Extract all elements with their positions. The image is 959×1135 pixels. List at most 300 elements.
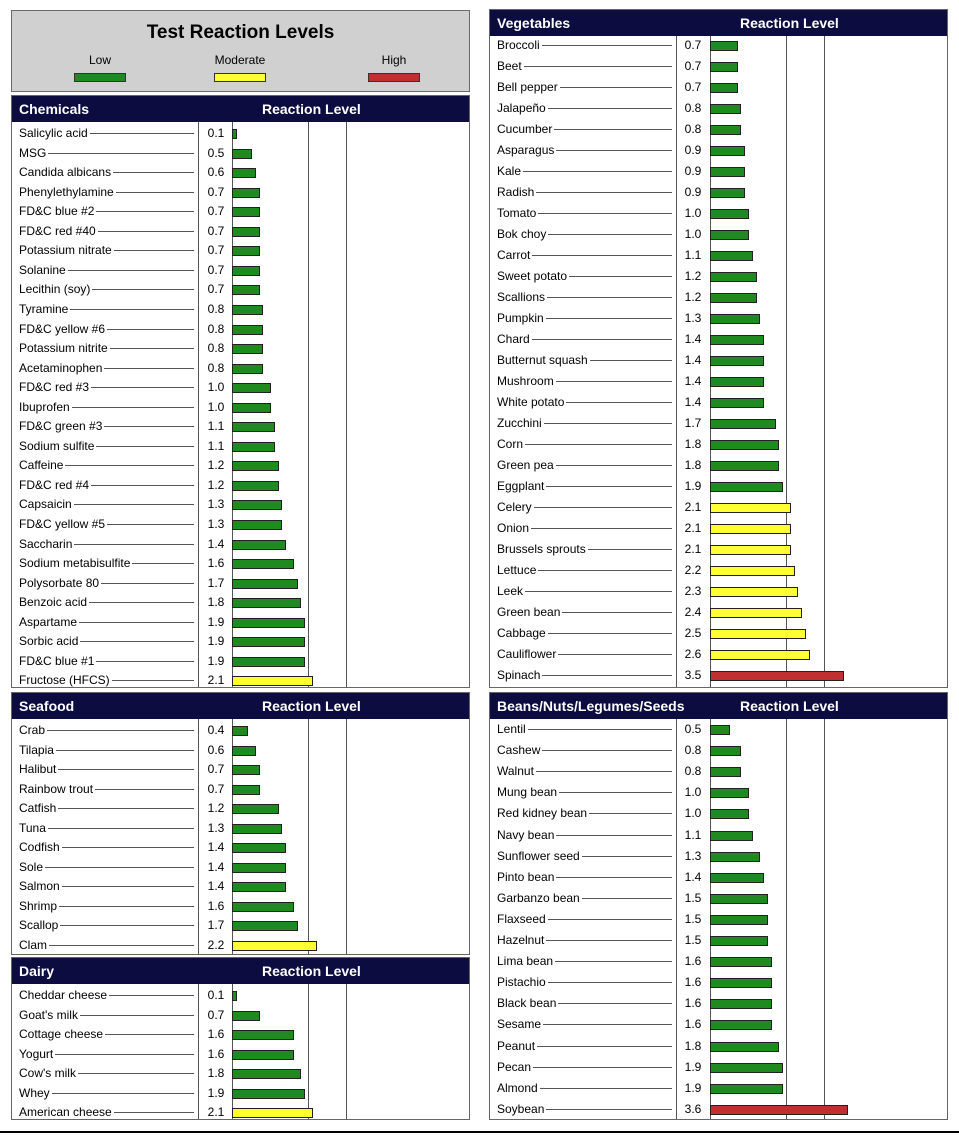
bar	[710, 146, 745, 156]
bar	[710, 978, 772, 988]
table-row	[490, 762, 947, 781]
bar	[232, 168, 256, 178]
row-label	[497, 143, 673, 158]
table-row	[490, 309, 947, 328]
row-label-text: FD&C red #40	[19, 223, 96, 238]
value-label: 2.5	[684, 626, 702, 640]
row-label-text: Saccharin	[19, 536, 73, 551]
row-label-text: Polysorbate 80	[19, 575, 100, 590]
value-label: 2.1	[684, 542, 702, 556]
row-label-text: Pistachio	[497, 975, 546, 990]
row-label-text: Bell pepper	[497, 80, 558, 94]
table-row	[490, 78, 947, 97]
page-bottom-rule	[0, 1131, 959, 1133]
panel-title: Chemicals	[19, 101, 90, 117]
row-label	[19, 478, 195, 493]
bar	[710, 377, 764, 387]
table-row	[490, 288, 947, 307]
bar	[232, 559, 294, 569]
row-label-text: Walnut	[497, 764, 534, 779]
row-label-text: Lentil	[497, 722, 526, 736]
value-label: 0.8	[684, 743, 702, 758]
row-label	[497, 1017, 673, 1032]
row-label-text: Zucchini	[497, 416, 542, 430]
value-label: 0.7	[207, 282, 225, 297]
row-label	[19, 673, 195, 688]
table-row	[12, 339, 469, 358]
row-label	[19, 840, 195, 855]
row-label	[19, 801, 195, 816]
table-row	[12, 163, 469, 182]
bar	[710, 788, 749, 798]
row-label	[19, 654, 195, 669]
value-label: 1.4	[207, 536, 225, 551]
table-row	[12, 819, 469, 838]
table-row	[12, 897, 469, 916]
bar	[710, 125, 741, 135]
row-label	[19, 126, 195, 141]
row-label-text: Crab	[19, 723, 46, 737]
table-row	[490, 498, 947, 517]
bar	[232, 422, 275, 432]
row-label-text: Peanut	[497, 1038, 536, 1053]
value-label: 0.6	[207, 742, 225, 757]
bar	[232, 383, 271, 393]
value-label: 1.4	[684, 395, 702, 409]
bar	[232, 364, 263, 374]
row-label-text: Carrot	[497, 248, 531, 262]
value-label: 2.1	[207, 673, 225, 688]
value-label: 1.9	[684, 479, 702, 493]
value-label: 1.0	[684, 227, 702, 241]
row-label-text: Chard	[497, 332, 530, 346]
row-label-text: Yogurt	[19, 1046, 54, 1061]
legend-swatch-moderate	[214, 73, 266, 82]
bar	[710, 1020, 772, 1030]
row-label-text: Leek	[497, 584, 524, 598]
row-label-text: Salmon	[19, 879, 60, 893]
bar	[232, 785, 260, 795]
bar	[710, 272, 757, 282]
row-label	[19, 743, 195, 758]
row-label	[497, 101, 673, 116]
bar	[710, 62, 738, 72]
bar	[710, 251, 753, 261]
panel-title: Seafood	[19, 698, 75, 714]
bar	[232, 637, 305, 647]
table-row	[12, 741, 469, 760]
value-label: 1.2	[684, 290, 702, 304]
value-label: 1.1	[207, 438, 225, 453]
panel-header	[490, 693, 947, 719]
bar	[710, 566, 795, 576]
bar	[710, 356, 764, 366]
value-label: 1.0	[684, 206, 702, 220]
value-label: 0.7	[684, 80, 702, 94]
row-label-text: FD&C blue #1	[19, 653, 95, 668]
value-label: 1.2	[207, 801, 225, 815]
row-label	[19, 517, 195, 532]
bar	[710, 1084, 783, 1094]
row-label-text: Navy bean	[497, 827, 555, 842]
row-label-text: Benzoic acid	[19, 595, 88, 610]
value-label: 1.8	[684, 458, 702, 472]
value-label: 1.0	[207, 380, 225, 395]
row-label-text: Acetaminophen	[19, 360, 103, 375]
table-row	[12, 858, 469, 877]
row-label	[497, 764, 673, 779]
bar	[710, 831, 753, 841]
row-label-text: Red kidney bean	[497, 806, 588, 821]
bar	[710, 167, 745, 177]
row-label	[19, 723, 195, 738]
value-label: 1.8	[684, 1038, 702, 1053]
panel-header	[12, 96, 469, 122]
panel-body	[12, 984, 469, 1119]
row-label-text: Broccoli	[497, 38, 540, 52]
value-label: 1.3	[684, 848, 702, 863]
bar	[232, 902, 294, 912]
row-label-text: Kale	[497, 164, 522, 178]
row-label	[497, 500, 673, 515]
value-label: 1.9	[684, 1080, 702, 1095]
row-label	[497, 975, 673, 990]
value-label: 1.9	[207, 634, 225, 649]
table-row	[12, 144, 469, 163]
row-label	[497, 668, 673, 683]
bar	[232, 746, 256, 756]
bar	[232, 882, 286, 892]
value-label: 1.3	[207, 820, 225, 835]
bar	[232, 1089, 305, 1099]
row-label	[19, 165, 195, 180]
row-label-text: Almond	[497, 1080, 538, 1095]
table-row	[12, 574, 469, 593]
row-label-text: Catfish	[19, 801, 57, 815]
table-row	[490, 720, 947, 739]
panel-header	[490, 10, 947, 36]
value-label: 0.7	[684, 38, 702, 52]
table-row	[490, 847, 947, 866]
value-label: 2.1	[684, 521, 702, 535]
value-label: 1.6	[207, 556, 225, 571]
row-label-text: Cashew	[497, 743, 541, 758]
bar	[710, 809, 749, 819]
row-label	[497, 122, 673, 137]
row-label-text: MSG	[19, 145, 47, 160]
value-label: 1.8	[207, 595, 225, 610]
bar	[232, 726, 248, 736]
bar	[232, 863, 286, 873]
bar	[710, 461, 779, 471]
panel-seafood	[11, 692, 470, 955]
row-label	[19, 263, 195, 278]
bar	[710, 482, 783, 492]
table-row	[490, 931, 947, 950]
row-label	[19, 1066, 195, 1081]
table-row	[12, 300, 469, 319]
row-label-text: Pinto bean	[497, 869, 555, 884]
row-label-text: Sole	[19, 859, 44, 874]
table-row	[12, 456, 469, 475]
bar	[232, 579, 298, 589]
row-label	[19, 282, 195, 297]
table-row	[12, 515, 469, 534]
value-label: 1.3	[207, 497, 225, 512]
bar	[232, 921, 298, 931]
row-label-text: Celery	[497, 500, 532, 514]
value-label: 1.0	[684, 785, 702, 800]
row-label-text: Sesame	[497, 1017, 542, 1032]
table-row	[490, 645, 947, 664]
legend-swatch-high	[368, 73, 420, 82]
value-label: 1.2	[207, 477, 225, 492]
value-label: 1.4	[684, 332, 702, 346]
row-label-text: Cottage cheese	[19, 1027, 104, 1042]
bar	[710, 209, 749, 219]
row-label-text: FD&C yellow #6	[19, 321, 106, 336]
table-row	[12, 378, 469, 397]
table-row	[490, 183, 947, 202]
reaction-level-header: Reaction Level	[262, 963, 361, 979]
bar	[710, 746, 741, 756]
row-label	[497, 647, 673, 662]
value-label: 2.6	[684, 647, 702, 661]
row-label	[497, 912, 673, 927]
table-row	[490, 1037, 947, 1056]
bar	[232, 804, 279, 814]
row-label-text: Onion	[497, 521, 530, 535]
row-label	[497, 1081, 673, 1096]
table-row	[12, 495, 469, 514]
row-label-text: Sodium sulfite	[19, 438, 95, 453]
legend-item-high	[344, 53, 444, 82]
row-label-text: Rainbow trout	[19, 781, 94, 796]
row-label	[497, 996, 673, 1011]
legend-item-low	[50, 53, 150, 82]
panel-title: Dairy	[19, 963, 55, 979]
table-row	[490, 120, 947, 139]
legend-title: Test Reaction Levels	[146, 22, 335, 43]
row-label-text: White potato	[497, 395, 565, 409]
table-row	[490, 351, 947, 370]
row-label-text: Black bean	[497, 996, 557, 1011]
bar	[710, 545, 791, 555]
table-row	[12, 1025, 469, 1044]
row-label	[19, 302, 195, 317]
table-row	[490, 666, 947, 685]
row-label-text: Capsaicin	[19, 497, 72, 512]
value-label: 2.3	[684, 584, 702, 598]
table-row	[490, 582, 947, 601]
row-label-text: Codfish	[19, 840, 60, 854]
value-label: 0.8	[207, 321, 225, 336]
row-label	[497, 227, 673, 242]
row-label	[19, 361, 195, 376]
value-label: 0.7	[207, 204, 225, 219]
table-row	[12, 241, 469, 260]
value-label: 1.6	[207, 1046, 225, 1061]
bar	[232, 520, 282, 530]
row-label-text: FD&C red #3	[19, 380, 90, 395]
bar	[710, 936, 768, 946]
row-label-text: Sweet potato	[497, 269, 568, 283]
value-label: 0.7	[207, 223, 225, 238]
table-row	[12, 1084, 469, 1103]
row-label	[19, 782, 195, 797]
row-label-text: Eggplant	[497, 479, 545, 493]
table-row	[12, 652, 469, 671]
table-row	[490, 372, 947, 391]
row-label-text: Flaxseed	[497, 911, 546, 926]
bar	[232, 481, 279, 491]
row-label-text: Beet	[497, 59, 522, 73]
bar	[710, 1063, 783, 1073]
bar	[710, 41, 738, 51]
table-row	[490, 36, 947, 55]
row-label	[19, 1008, 195, 1023]
bar	[232, 285, 260, 295]
row-label	[19, 204, 195, 219]
table-row	[490, 414, 947, 433]
row-label	[19, 439, 195, 454]
row-label-text: FD&C yellow #5	[19, 517, 106, 531]
row-label-text: Butternut squash	[497, 353, 588, 367]
value-label: 2.1	[207, 1105, 225, 1120]
panel-title: Beans/Nuts/Legumes/Seeds	[497, 698, 685, 714]
table-row	[490, 994, 947, 1013]
row-label	[19, 879, 195, 894]
row-label-text: Soybean	[497, 1101, 545, 1116]
row-label	[19, 497, 195, 512]
panel-body	[12, 719, 469, 954]
bar	[710, 83, 738, 93]
row-label	[497, 521, 673, 536]
bar	[710, 440, 779, 450]
table-row	[12, 799, 469, 818]
bar	[232, 598, 301, 608]
table-row	[490, 804, 947, 823]
bar	[710, 957, 772, 967]
row-label	[497, 828, 673, 843]
bar	[710, 1042, 779, 1052]
row-label-text: Whey	[19, 1085, 50, 1100]
bar	[232, 1030, 294, 1040]
table-row	[12, 202, 469, 221]
value-label: 1.7	[207, 575, 225, 590]
table-row	[490, 330, 947, 349]
table-row	[12, 1103, 469, 1122]
row-label	[497, 164, 673, 179]
row-label	[19, 400, 195, 415]
value-label: 1.4	[207, 859, 225, 874]
table-row	[490, 246, 947, 265]
value-label: 0.7	[207, 243, 225, 258]
table-row	[490, 561, 947, 580]
value-label: 0.7	[207, 762, 225, 776]
value-label: 0.7	[207, 1007, 225, 1022]
row-label	[19, 1047, 195, 1062]
table-row	[12, 916, 469, 935]
table-row	[12, 437, 469, 456]
bar	[232, 207, 260, 217]
row-label	[497, 395, 673, 410]
value-label: 1.4	[207, 879, 225, 893]
legend-label-high: High	[381, 53, 407, 67]
row-label-text: Scallions	[497, 290, 546, 304]
bar	[232, 1069, 301, 1079]
value-label: 1.5	[684, 890, 702, 905]
bar	[710, 230, 749, 240]
row-label-text: Mushroom	[497, 374, 554, 388]
panel-title: Vegetables	[497, 15, 571, 31]
value-label: 1.1	[684, 827, 702, 842]
row-label	[19, 634, 195, 649]
row-label	[19, 860, 195, 875]
bar	[710, 335, 764, 345]
value-label: 2.4	[684, 605, 702, 619]
value-label: 1.3	[684, 311, 702, 325]
row-label	[19, 341, 195, 356]
value-label: 1.7	[684, 416, 702, 430]
bar	[232, 188, 260, 198]
bar	[232, 500, 282, 510]
table-row	[490, 519, 947, 538]
row-label	[497, 891, 673, 906]
row-label	[19, 380, 195, 395]
row-label	[497, 38, 673, 53]
reaction-level-header: Reaction Level	[262, 698, 361, 714]
value-label: 1.2	[207, 458, 225, 473]
table-row	[490, 225, 947, 244]
bar	[232, 149, 252, 159]
table-row	[490, 624, 947, 643]
row-label-text: Hazelnut	[497, 933, 545, 947]
row-label	[497, 605, 673, 620]
value-label: 1.6	[207, 1027, 225, 1042]
bar	[232, 461, 279, 471]
row-label	[19, 821, 195, 836]
row-label-text: Pumpkin	[497, 311, 544, 325]
row-label-text: Potassium nitrite	[19, 341, 108, 356]
value-label: 0.7	[207, 781, 225, 796]
row-label-text: Garbanzo bean	[497, 890, 580, 905]
row-label-text: FD&C red #4	[19, 477, 90, 492]
row-label	[497, 332, 673, 347]
row-label	[19, 224, 195, 239]
table-row	[12, 554, 469, 573]
bar	[232, 305, 263, 315]
row-label-text: Salicylic acid	[19, 126, 88, 140]
bar	[710, 725, 730, 735]
row-label-text: Sunflower seed	[497, 848, 580, 863]
panel-body	[490, 36, 947, 687]
value-label: 2.1	[684, 500, 702, 514]
row-label	[497, 479, 673, 494]
table-row	[490, 57, 947, 76]
row-label-text: Cow's milk	[19, 1066, 76, 1081]
row-label	[19, 1027, 195, 1042]
bar	[232, 765, 260, 775]
bar	[232, 344, 263, 354]
row-label-text: Tyramine	[19, 301, 69, 316]
bar	[710, 629, 806, 639]
row-label-text: Aspartame	[19, 614, 78, 629]
value-label: 1.4	[207, 840, 225, 854]
bar	[710, 587, 798, 597]
table-row	[490, 162, 947, 181]
row-label-text: Phenylethylamine	[19, 184, 114, 199]
